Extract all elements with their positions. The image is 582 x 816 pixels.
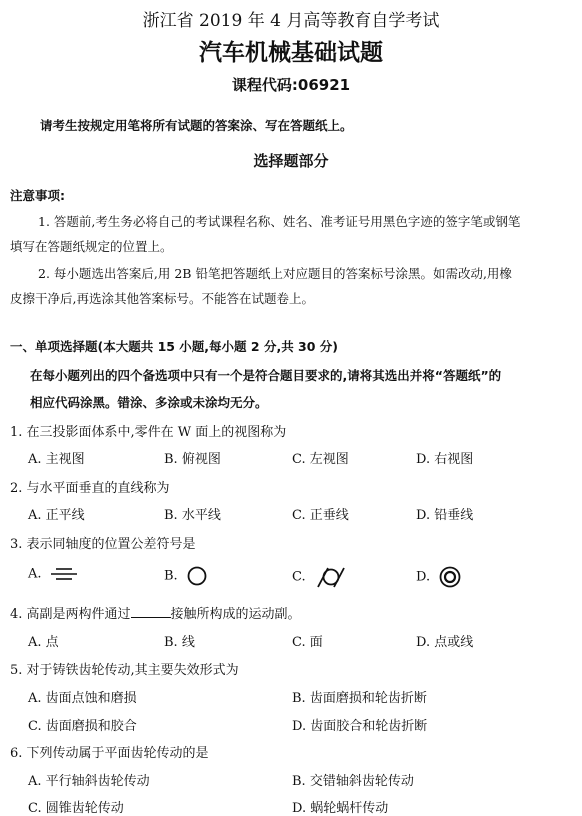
exam-title: 浙江省 2019 年 4 月高等教育自学考试 [142, 11, 440, 31]
question-4-option-a: A. 点 [28, 635, 59, 650]
question-6-option-d: D. 蜗轮蜗杆传动 [292, 801, 389, 816]
notes-heading: 注意事项: [10, 188, 65, 203]
question-5-option-a: A. 齿面点蚀和磨损 [28, 691, 137, 706]
answer-blank [131, 605, 171, 618]
question-2-option-d: D. 铅垂线 [416, 508, 474, 523]
question-4-stem [10, 603, 301, 622]
question-1-option-d: D. 右视图 [416, 452, 474, 467]
question-2-option-a: A. 正平线 [28, 508, 85, 523]
question-6-option-a: A. 平行轴斜齿轮传动 [28, 774, 150, 789]
question-2-option-c: C. 正垂线 [292, 508, 349, 523]
question-5-option-d: D. 齿面胶合和轮齿折断 [292, 719, 428, 734]
question-5-option-c: C. 齿面磨损和胶合 [28, 719, 137, 734]
circularity-symbol-icon [186, 566, 208, 586]
question-2-stem: 2. 与水平面垂直的直线称为 [10, 481, 170, 496]
question-6-option-b: B. 交错轴斜齿轮传动 [292, 774, 414, 789]
part-1-instruction-line-2: 相应代码涂黑。错涂、多涂或未涂均无分。 [30, 395, 268, 410]
option-c-label: C. [292, 569, 306, 585]
question-6-stem: 6. 下列传动属于平面齿轮传动的是 [10, 746, 209, 761]
subject-title: 汽车机械基础试题 [199, 40, 383, 66]
part-1-instruction-line-1: 在每小题列出的四个备选项中只有一个是符合题目要求的,请将其选出并将“答题纸”的 [30, 368, 502, 383]
question-1-option-a: A. 主视图 [28, 452, 85, 467]
course-code: 课程代码:06921 [231, 76, 351, 94]
symmetry-symbol-icon [50, 566, 78, 582]
question-4-stem-after: 接触所构成的运动副。 [170, 607, 301, 622]
question-6-option-c: C. 圆锥齿轮传动 [28, 801, 124, 816]
exam-instruction: 请考生按规定用笔将所有试题的答案涂、写在答题纸上。 [40, 118, 353, 133]
note-1-line-1: 1. 答题前,考生务必将自己的考试课程名称、姓名、准考证号用黑色字迹的签字笔或钢笔 [38, 214, 521, 229]
question-3-option-d [416, 566, 462, 588]
option-d-label: D. [416, 569, 431, 585]
option-b-label: B. [164, 568, 178, 584]
question-2-option-b: B. 水平线 [164, 508, 221, 523]
question-4-option-c: C. 面 [292, 635, 323, 650]
part-1-heading: 一、单项选择题(本大题共 15 小题,每小题 2 分,共 30 分) [10, 339, 339, 354]
question-3-option-c [292, 566, 348, 588]
question-3-option-b [164, 566, 208, 586]
question-1-option-b: B. 俯视图 [164, 452, 221, 467]
note-2-line-2: 皮擦干净后,再选涂其他答案标号。不能答在试题卷上。 [10, 291, 314, 306]
question-5-option-b: B. 齿面磨损和轮齿折断 [292, 691, 427, 706]
question-4-option-b: B. 线 [164, 635, 195, 650]
question-1-stem: 1. 在三投影面体系中,零件在 W 面上的视图称为 [10, 425, 287, 440]
question-5-stem: 5. 对于铸铁齿轮传动,其主要失效形式为 [10, 663, 239, 678]
section-title: 选择题部分 [253, 152, 329, 170]
question-1-option-c: C. 左视图 [292, 452, 349, 467]
option-a-label: A. [28, 566, 42, 582]
question-4-stem-before: 4. 高副是两构件通过 [10, 607, 131, 622]
note-1-line-2: 填写在答题纸规定的位置上。 [10, 239, 173, 254]
cylindricity-symbol-icon [314, 566, 348, 588]
question-4-option-d: D. 点或线 [416, 635, 474, 650]
note-2-line-1: 2. 每小题选出答案后,用 2B 铅笔把答题纸上对应题目的答案标号涂黑。如需改动,用橡 [38, 266, 512, 281]
question-3-option-a [28, 566, 78, 582]
question-3-stem: 3. 表示同轴度的位置公差符号是 [10, 537, 196, 552]
coaxiality-symbol-icon [438, 566, 462, 588]
